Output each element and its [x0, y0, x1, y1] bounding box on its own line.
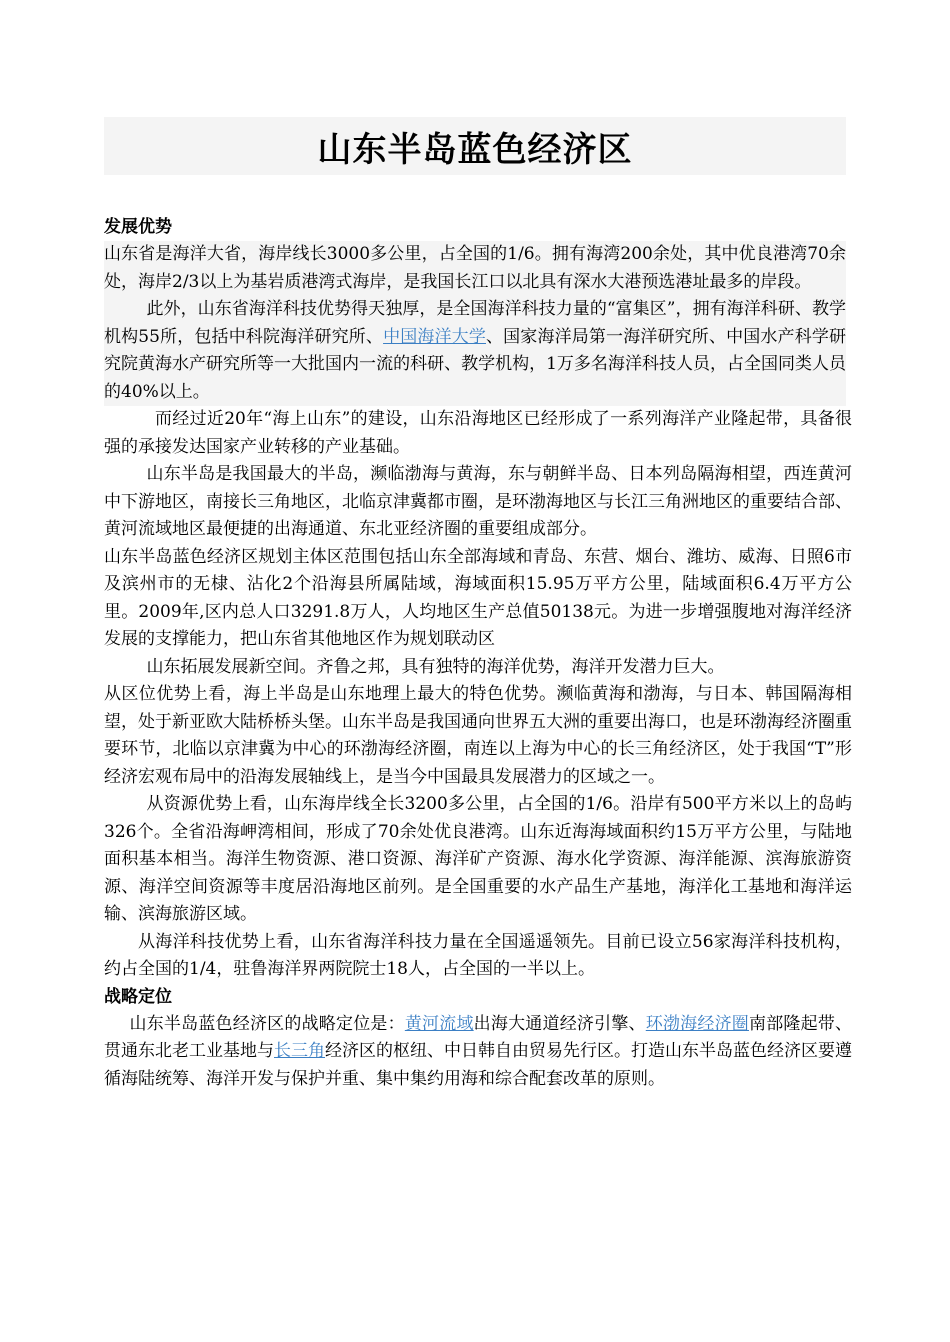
section-heading-advantages: 发展优势 — [104, 217, 172, 237]
document-title: 山东半岛蓝色经济区 — [317, 129, 633, 170]
paragraph-new-space: 山东拓展发展新空间。齐鲁之邦，具有独特的海洋优势，海洋开发潜力巨大。 — [146, 656, 725, 677]
paragraph-text: 山东半岛蓝色经济区的战略定位是： — [129, 1013, 405, 1034]
title-banner — [104, 117, 846, 175]
section-heading-positioning: 战略定位 — [104, 986, 172, 1007]
paragraph-tech-advantage: 从海洋科技优势上看，山东省海洋科技力量在全国遥遥领先。目前已设立56家海洋科技机构，约占全国的1/4，驻鲁海洋界两院院士18人，占全国的一半以上。 — [104, 931, 852, 979]
paragraph-planning-scope: 山东半岛蓝色经济区规划主体区范围包括山东全部海域和青岛、东营、烟台、潍坊、威海、日照6市及滨州市的无棣、沾化2个沿海县所属陆域，海域面积15.95万平方公里，陆域面积6.4万平方公里。2009年,区内总人口3291.8万人，人均地区生产总值50138元。为进一步增强腹地对海洋经济发展的支撑能力，把山东省其他地区作为规划联动区 — [104, 546, 852, 649]
paragraph-peninsula-location: 山东半岛是我国最大的半岛，濒临渤海与黄海，东与朝鲜半岛、日本列岛隔海相望，西连黄河中下游地区，南接长三角地区，北临京津冀都市圈，是环渤海地区与长江三角洲地区的重要结合部、黄河流域地区最便捷的出海通道、东北亚经济圈的重要组成部分。 — [104, 464, 852, 539]
paragraph-text: 此外，山东省海洋科技优势得天独厚，是全国海洋科技力量的“富集区”，拥有海洋科研、教学机构55所，包括中科院海洋研究所、 — [104, 299, 846, 347]
paragraph-text: 经济区的枢纽、中日韩自由贸易先行区。打造山东半岛蓝色经济区要遵循海陆统筹、海洋开发与保护并重、集中集约用海和综合配套改革的原则。 — [104, 1041, 852, 1089]
highlighted-block — [104, 241, 846, 406]
paragraph-coastline: 山东省是海洋大省，海岸线长3000多公里，占全国的1/6。拥有海湾200余处，其中优良港湾70余处，海岸2/3以上为基岩质港湾式海岸，是我国长江口以北具有深水大港预选港址最多的岸段。 — [104, 244, 846, 292]
paragraph-location-advantage: 从区位优势上看，海上半岛是山东地理上最大的特色优势。濒临黄海和渤海，与日本、韩国隔海相望，处于新亚欧大陆桥桥头堡。山东半岛是我国通向世界五大洲的重要出海口，也是环渤海经济圈重要环节，北临以京津冀为中心的环渤海经济圈，南连以上海为中心的长三角经济区，处于我国“T”形经济宏观布局中的沿海发展轴线上，是当今中国最具发展潜力的区域之一。 — [104, 684, 852, 787]
paragraph-strategic-positioning — [104, 1011, 852, 1094]
document-body — [104, 214, 852, 1093]
paragraph-tech-strength — [104, 296, 846, 406]
link-ocean-university[interactable]: 中国海洋大学 — [383, 326, 486, 347]
link-yellow-river-basin[interactable]: 黄河流域 — [404, 1013, 474, 1034]
link-bohai-economic-circle[interactable]: 环渤海经济圈 — [645, 1013, 749, 1034]
paragraph-text: 、国家海洋局第一海洋研究所、中国水产科学研究院黄海水产研究所等一大批国内一流的科研、教学机构，1万多名海洋科技人员，占全国同类人员的40%以上。 — [104, 326, 847, 402]
paragraph-text: 南部隆起带、贯通东北老工业基地与 — [104, 1013, 853, 1061]
paragraph-resource-advantage: 从资源优势上看，山东海岸线全长3200多公里，占全国的1/6。沿岸有500平方米以上的岛屿326个。全省沿海岬湾相间，形成了70余处优良港湾。山东近海海域面积约15万平方公里，与陆地面积基本相当。海洋生物资源、港口资源、海洋矿产资源、海水化学资源、海洋能源、滨海旅游资源、海洋空间资源等丰度居沿海地区前列。是全国重要的水产品生产基地，海洋化工基地和海洋运输、滨海旅游区域。 — [104, 794, 852, 924]
paragraph-marine-shandong: 而经过近20年“海上山东”的建设，山东沿海地区已经形成了一系列海洋产业隆起带，具备很强的承接发达国家产业转移的产业基础。 — [104, 409, 852, 457]
paragraph-text: 出海大通道经济引擎、 — [473, 1013, 646, 1034]
link-yangtze-delta[interactable]: 长三角 — [274, 1041, 325, 1061]
